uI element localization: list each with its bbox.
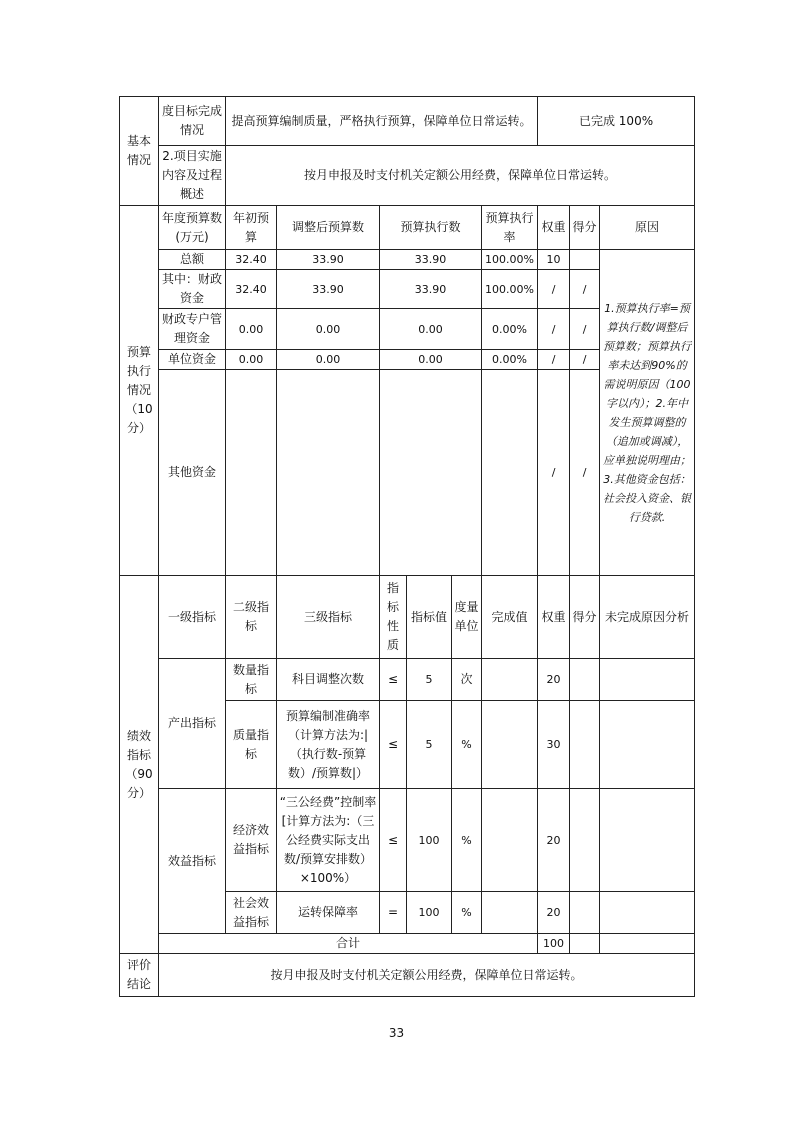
budget-row-executed: 0.00: [380, 309, 482, 350]
perf-row-value: 100: [407, 789, 452, 892]
goal-completion-content: 提高预算编制质量，严格执行预算，保障单位日常运转。: [226, 97, 538, 146]
budget-header-adjusted: 调整后预算数: [277, 206, 380, 250]
total-weight: 100: [538, 934, 570, 954]
budget-header-reason: 原因: [600, 206, 695, 250]
budget-row-label: 总额: [159, 250, 226, 270]
budget-row-adjusted: 0.00: [277, 350, 380, 370]
perf-row-score: [570, 892, 600, 934]
budget-row-rate: 100.00%: [482, 250, 538, 270]
budget-row-executed: [380, 370, 482, 576]
budget-row-initial: 0.00: [226, 309, 277, 350]
goal-completion-status: 已完成 100%: [538, 97, 695, 146]
budget-row-score: /: [570, 350, 600, 370]
budget-row-label: 其他资金: [159, 370, 226, 576]
budget-row-executed: 33.90: [380, 250, 482, 270]
budget-row-rate: 100.00%: [482, 270, 538, 309]
budget-row-weight: /: [538, 370, 570, 576]
budget-header-executed: 预算执行数: [380, 206, 482, 250]
perf-header-nature: 指标性质: [380, 576, 407, 659]
budget-row-rate: 0.00%: [482, 309, 538, 350]
perf-row-completed: [482, 892, 538, 934]
perf-row-level3: 科目调整次数: [277, 659, 380, 701]
budget-row-adjusted: 33.90: [277, 270, 380, 309]
goal-completion-label: 度目标完成情况: [159, 97, 226, 146]
budget-header-category: 年度预算数(万元): [159, 206, 226, 250]
budget-row-score: /: [570, 370, 600, 576]
total-score: [570, 934, 600, 954]
perf-row-level2: 质量指标: [226, 701, 277, 789]
perf-row-score: [570, 789, 600, 892]
perf-row-nature: ≤: [380, 789, 407, 892]
total-analysis: [600, 934, 695, 954]
budget-row-score: /: [570, 309, 600, 350]
budget-row-weight: 10: [538, 250, 570, 270]
perf-row-score: [570, 659, 600, 701]
perf-row-unit: %: [452, 701, 482, 789]
perf-header-level1: 一级指标: [159, 576, 226, 659]
budget-row-rate: 0.00%: [482, 350, 538, 370]
evaluation-label: 评价 结论: [120, 954, 159, 997]
perf-row-unit: %: [452, 892, 482, 934]
basic-section-label: 基本 情况: [120, 97, 159, 206]
perf-row-level3: “三公经费”控制率[计算方法为:（三公经费实际支出数/预算安排数）×100%）: [277, 789, 380, 892]
perf-row-level2: 经济效益指标: [226, 789, 277, 892]
benefit-indicator-label: 效益指标: [159, 789, 226, 934]
perf-row-weight: 20: [538, 892, 570, 934]
perf-row-analysis: [600, 659, 695, 701]
perf-header-level3: 三级指标: [277, 576, 380, 659]
budget-row-initial: 32.40: [226, 270, 277, 309]
perf-row-score: [570, 701, 600, 789]
budget-header-weight: 权重: [538, 206, 570, 250]
performance-section-label: 绩效 指标 （90 分）: [120, 576, 159, 954]
budget-row-executed: 33.90: [380, 270, 482, 309]
budget-row-initial: [226, 370, 277, 576]
budget-row-initial: 32.40: [226, 250, 277, 270]
perf-header-weight: 权重: [538, 576, 570, 659]
budget-section-label: 预算 执行 情况 （10 分）: [120, 206, 159, 576]
budget-reason-note: 1.预算执行率=预算执行数/调整后预算数；预算执行率未达到90%的需说明原因（100字以内）；2.年中发生预算调整的（追加或调减），应单独说明理由；3.其他资金包括：社会投入资金、银行贷款.: [600, 250, 695, 576]
perf-row-weight: 20: [538, 789, 570, 892]
perf-row-weight: 20: [538, 659, 570, 701]
perf-row-analysis: [600, 701, 695, 789]
perf-row-level3: 预算编制准确率（计算方法为:|（执行数-预算数）/预算数|）: [277, 701, 380, 789]
perf-row-unit: %: [452, 789, 482, 892]
perf-row-analysis: [600, 789, 695, 892]
total-label: 合计: [159, 934, 538, 954]
budget-row-label: 财政专户管理资金: [159, 309, 226, 350]
budget-row-weight: /: [538, 270, 570, 309]
implementation-label: 2.项目实施内容及过程概述: [159, 146, 226, 206]
performance-evaluation-table: [119, 96, 695, 997]
perf-row-completed: [482, 701, 538, 789]
budget-header-score: 得分: [570, 206, 600, 250]
budget-row-label: 单位资金: [159, 350, 226, 370]
budget-row-executed: 0.00: [380, 350, 482, 370]
perf-header-completed: 完成值: [482, 576, 538, 659]
implementation-content: 按月申报及时支付机关定额公用经费，保障单位日常运转。: [226, 146, 695, 206]
perf-header-analysis: 未完成原因分析: [600, 576, 695, 659]
perf-row-nature: ≤: [380, 659, 407, 701]
perf-row-weight: 30: [538, 701, 570, 789]
budget-row-initial: 0.00: [226, 350, 277, 370]
perf-row-unit: 次: [452, 659, 482, 701]
perf-row-value: 5: [407, 659, 452, 701]
perf-row-value: 100: [407, 892, 452, 934]
budget-row-adjusted: 33.90: [277, 250, 380, 270]
budget-row-weight: /: [538, 350, 570, 370]
perf-row-level3: 运转保障率: [277, 892, 380, 934]
perf-row-nature: ≤: [380, 701, 407, 789]
output-indicator-label: 产出指标: [159, 659, 226, 789]
budget-row-score: /: [570, 270, 600, 309]
budget-row-label: 其中：财政资金: [159, 270, 226, 309]
perf-header-unit: 度量单位: [452, 576, 482, 659]
perf-row-level2: 数量指标: [226, 659, 277, 701]
budget-header-initial: 年初预算: [226, 206, 277, 250]
budget-row-weight: /: [538, 309, 570, 350]
perf-header-score: 得分: [570, 576, 600, 659]
page-number: 33: [388, 1026, 405, 1040]
perf-row-nature: =: [380, 892, 407, 934]
perf-row-value: 5: [407, 701, 452, 789]
perf-row-level2: 社会效益指标: [226, 892, 277, 934]
budget-row-adjusted: [277, 370, 380, 576]
perf-row-analysis: [600, 892, 695, 934]
evaluation-content: 按月申报及时支付机关定额公用经费，保障单位日常运转。: [159, 954, 695, 997]
budget-row-rate: [482, 370, 538, 576]
perf-row-completed: [482, 659, 538, 701]
perf-row-completed: [482, 789, 538, 892]
budget-row-adjusted: 0.00: [277, 309, 380, 350]
budget-row-score: [570, 250, 600, 270]
perf-header-level2: 二级指标: [226, 576, 277, 659]
perf-header-value: 指标值: [407, 576, 452, 659]
budget-header-rate: 预算执行率: [482, 206, 538, 250]
